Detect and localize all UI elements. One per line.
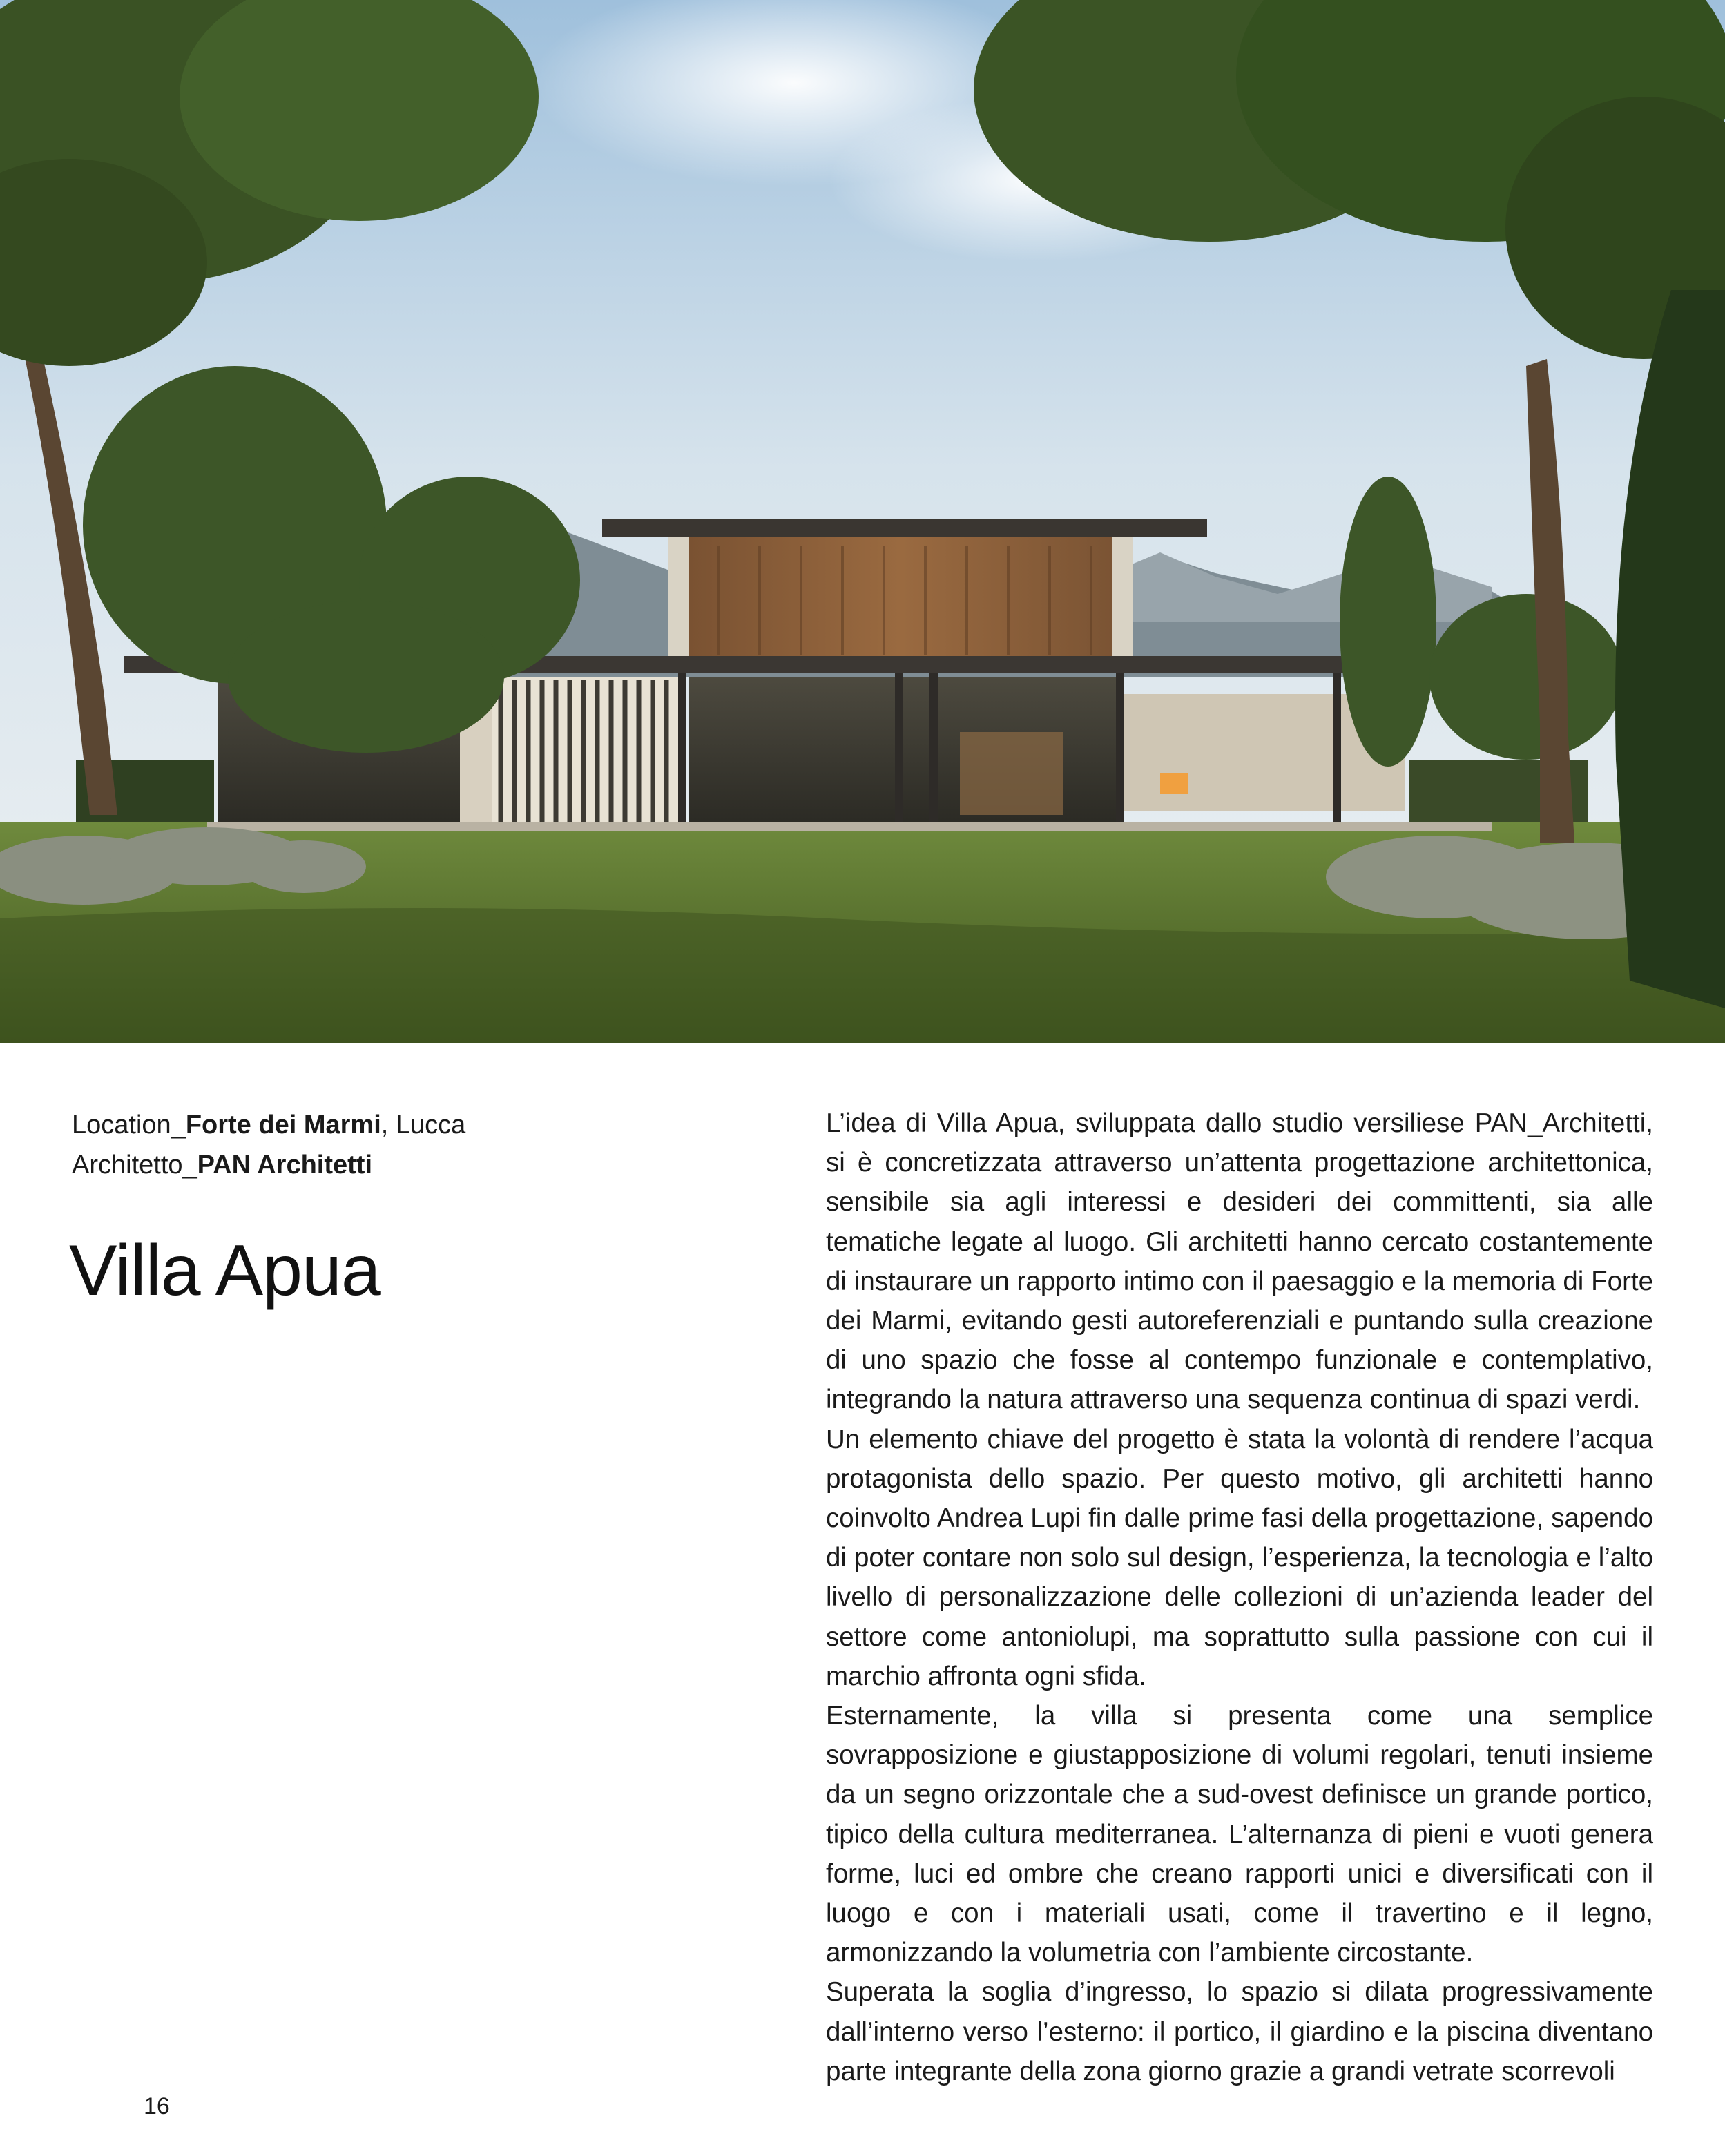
- architect-name: PAN Architetti: [197, 1151, 373, 1180]
- villa-wall-upper-left: [668, 537, 689, 656]
- page-title: Villa Apua: [69, 1231, 380, 1311]
- article-body: [826, 1104, 1653, 2091]
- location-region: , Lucca: [380, 1110, 466, 1139]
- architect-line: [72, 1145, 693, 1185]
- page-number: 16: [144, 2093, 170, 2119]
- interior-warm-glow: [960, 732, 1063, 815]
- location-place: Forte dei Marmi: [185, 1110, 381, 1139]
- fireplace: [1160, 773, 1188, 794]
- paragraph: Un elemento chiave del progetto è stata la volontà di rendere l’acqua protagonista dello spazio. Per questo motivo, gli architetti hanno coinvolto Andrea Lupi fin dalle prime fasi della progettazione, sapendo di poter contare non solo sul design, l’esperienza, la tecnologia e l’alto livello di personalizzazione delle collezioni di un’azienda leader del settore come antoniolupi, ma soprattutto sulla passione con cui il marchio affronta ogni sfida.: [826, 1424, 1653, 1691]
- paragraph: Esternamente, la villa si presenta come una semplice sovrapposizione e giustapposizione di volumi regolari, tenuti insieme da un segno orizzontale che a sud-ovest definisce un grande portico, tipico della cultura mediterranea. L’alternanza di pieni e vuoti genera forme, luci ed ombre che creano rapporti unici e diversificati con il luogo e con i materiali usati, come il travertino e il legno, armonizzando la volumetria con l’ambiente circostante.: [826, 1701, 1653, 1968]
- location-line: [72, 1105, 693, 1145]
- architect-prefix: Architetto_: [72, 1151, 197, 1180]
- villa-roof-upper: [602, 519, 1207, 537]
- project-credits: [72, 1105, 693, 1185]
- villa-wall-upper-right: [1112, 537, 1133, 656]
- paragraph: L’idea di Villa Apua, sviluppata dallo studio versiliese PAN_Architetti, si è concretizzata attraverso un’attenta progettazione architettonica, sensibile sia agli interessi e desideri dei committenti, sia alle tematiche legate al luogo. Gli architetti hanno cercato costantemente di instaurare un rapporto intimo con il paesaggio e la memoria di Forte dei Marmi, evitando gesti autoreferenziali e puntando sulla creazione di uno spazio che fosse al contempo funzionale e contemplativo, integrando la natura attraverso una sequenza continua di spazi verdi.: [826, 1108, 1653, 1415]
- location-prefix: Location_: [72, 1110, 186, 1139]
- villa-vertical-louvers: [492, 677, 678, 825]
- hero-photo-villa: [0, 0, 1725, 1043]
- villa-terrace: [207, 822, 1492, 831]
- paragraph: Superata la soglia d’ingresso, lo spazio si dilata progressivamente dall’interno verso l’esterno: il portico, il giardino e la piscina diventano parte integrante della zona giorno grazie a grandi vetrate scorrevoli: [826, 1977, 1653, 2086]
